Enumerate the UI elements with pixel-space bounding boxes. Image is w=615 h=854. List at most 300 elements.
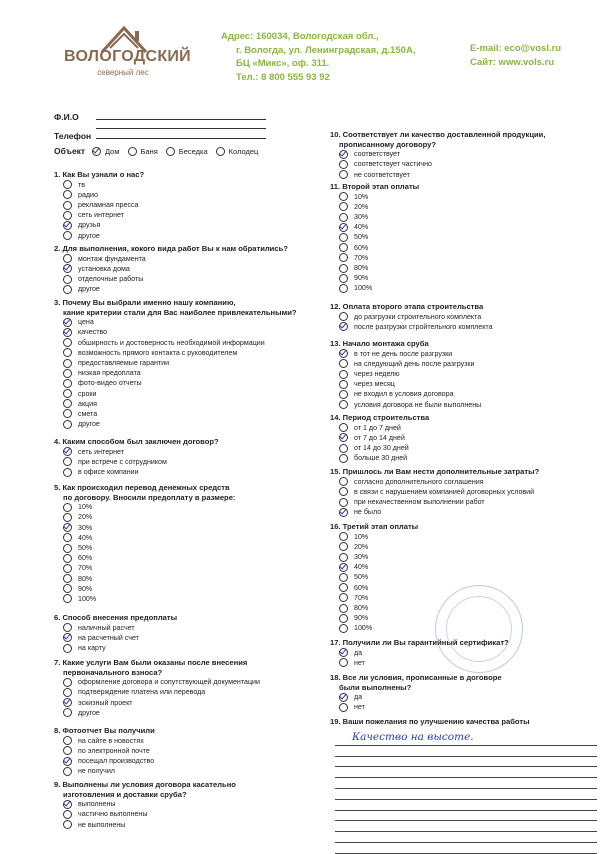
answer-label: другое (78, 420, 100, 429)
answer-label: 90% (78, 584, 93, 593)
answer-option[interactable] (54, 563, 235, 573)
radio-icon[interactable] (339, 274, 348, 283)
answer-option[interactable] (54, 594, 235, 604)
answer-option[interactable] (330, 603, 418, 613)
radio-icon[interactable] (63, 221, 72, 230)
answer-option[interactable] (54, 220, 144, 230)
email-line: E-mail: eco@vosl.ru (470, 43, 562, 54)
answer-option[interactable] (330, 692, 502, 702)
question-title (54, 613, 177, 623)
question-title-text: 1. Как Вы узнали о нас? (54, 170, 145, 179)
radio-icon[interactable] (63, 574, 72, 583)
radio-icon[interactable] (63, 503, 72, 512)
answer-label: при некачественном выполнении работ (354, 498, 485, 507)
radio-icon[interactable] (339, 624, 348, 633)
radio-icon[interactable] (63, 810, 72, 819)
answer-option[interactable] (330, 312, 493, 322)
answer-option[interactable] (54, 543, 235, 553)
answer-option[interactable] (330, 400, 481, 410)
radio-icon[interactable] (339, 658, 348, 667)
answer-label: до разгрузки строительного комплекта (354, 312, 482, 321)
answer-option[interactable] (330, 389, 481, 399)
radio-icon[interactable] (63, 338, 72, 347)
object-option[interactable] (216, 147, 259, 156)
answer-option[interactable] (54, 523, 235, 533)
radio-icon[interactable] (63, 275, 72, 284)
answer-option[interactable] (330, 453, 429, 463)
radio-icon[interactable] (339, 213, 348, 222)
answer-option[interactable] (54, 399, 297, 409)
radio-icon[interactable] (63, 678, 72, 687)
answer-label: от 14 до 30 дней (354, 444, 409, 453)
answer-label: наличный расчет (78, 623, 135, 632)
answer-option[interactable] (54, 409, 297, 419)
answer-option[interactable] (330, 433, 429, 443)
radio-icon[interactable] (128, 147, 137, 156)
answer-label: низкая предоплата (78, 369, 141, 378)
radio-icon[interactable] (63, 420, 72, 429)
answer-option[interactable] (54, 746, 155, 756)
answer-label: 60% (354, 583, 369, 592)
question-title (330, 130, 545, 140)
question-1 (54, 170, 144, 241)
radio-icon[interactable] (339, 233, 348, 242)
question-title-text: 5. Как происходил перевод денежных средств (54, 483, 230, 492)
question-10 (330, 130, 545, 180)
company-subtitle: северный лес (97, 68, 149, 77)
radio-icon[interactable] (339, 170, 348, 179)
radio-icon[interactable] (63, 201, 72, 210)
answer-label: да (354, 693, 363, 702)
radio-icon[interactable] (63, 285, 72, 294)
answer-label: в тот не день после разгрузки (354, 349, 453, 358)
answer-option[interactable] (54, 284, 288, 294)
question-title-text: 14. Период строительства (330, 413, 430, 422)
question-title-text: 17. Получили ли Вы гарантийный сертификат? (330, 638, 509, 647)
answer-label: 70% (354, 253, 369, 262)
object-option[interactable] (128, 147, 158, 156)
answer-option[interactable] (54, 502, 235, 512)
radio-icon[interactable] (339, 400, 348, 409)
answer-label: 70% (354, 593, 369, 602)
radio-icon[interactable] (63, 544, 72, 553)
answer-option[interactable] (54, 687, 260, 697)
radio-icon[interactable] (63, 468, 72, 477)
answer-option[interactable] (330, 253, 419, 263)
question-title-text: по договору. Вносили предоплату в размере: (63, 492, 236, 502)
answer-label: монтаж фундамента (78, 254, 146, 263)
radio-icon[interactable] (339, 614, 348, 623)
answer-option[interactable] (54, 358, 297, 368)
answer-label: в офисе компании (78, 468, 139, 477)
answer-option[interactable] (54, 419, 297, 429)
answer-label: 10% (354, 532, 369, 541)
wishes-line[interactable] (335, 757, 597, 768)
answer-option[interactable] (54, 584, 235, 594)
object-label: Объект (54, 146, 86, 156)
radio-icon[interactable] (63, 348, 72, 357)
answer-option[interactable] (330, 263, 419, 273)
answer-label: на карту (78, 644, 106, 653)
radio-icon[interactable] (63, 644, 72, 653)
answer-label: 40% (354, 223, 369, 232)
radio-icon[interactable] (339, 563, 348, 572)
answer-option[interactable] (330, 202, 419, 212)
answer-label: посещал производство (78, 757, 155, 766)
answer-label: да (354, 648, 363, 657)
answer-option[interactable] (54, 180, 144, 190)
answer-option[interactable] (54, 820, 236, 830)
answer-option[interactable] (330, 273, 419, 283)
radio-icon[interactable] (339, 477, 348, 486)
radio-icon[interactable] (63, 584, 72, 593)
answer-option[interactable] (54, 368, 297, 378)
object-option[interactable] (92, 147, 120, 156)
radio-icon[interactable] (339, 359, 348, 368)
radio-icon[interactable] (63, 190, 72, 199)
wishes-line[interactable] (335, 843, 597, 854)
radio-icon[interactable] (63, 389, 72, 398)
answer-label: установка дома (78, 264, 130, 273)
answer-option[interactable] (54, 457, 219, 467)
answer-label: 100% (354, 284, 373, 293)
wishes-line[interactable] (335, 800, 597, 811)
answer-option[interactable] (330, 507, 539, 517)
answer-option[interactable] (54, 389, 297, 399)
answer-label: предоставляемые гарантии (78, 359, 170, 368)
answer-option[interactable] (330, 497, 539, 507)
answer-label: 80% (354, 264, 369, 272)
radio-icon[interactable] (63, 231, 72, 240)
answer-label: сеть интернет (78, 211, 124, 220)
answer-label: на сайте в новостях (78, 736, 144, 745)
question-title-text: 3. Почему Вы выбрали именно нашу компанию, (54, 298, 236, 307)
answer-label: 60% (354, 243, 369, 252)
question-5 (54, 483, 235, 604)
answer-option[interactable] (54, 574, 235, 584)
question-title-text: 10. Соответствует ли качество доставленной продукции, (330, 130, 546, 139)
answer-option[interactable] (330, 477, 539, 487)
answer-label: 20% (354, 542, 369, 551)
answer-option[interactable] (330, 170, 545, 180)
answer-option[interactable] (330, 542, 418, 552)
question-11 (330, 182, 419, 293)
radio-icon[interactable] (63, 328, 72, 337)
answer-label: 90% (354, 274, 369, 283)
question-8 (54, 726, 155, 776)
radio-icon[interactable] (166, 147, 175, 156)
answer-option[interactable] (330, 149, 545, 159)
question-title-text: 15. Пришлось ли Вам нести дополнительные затраты? (330, 467, 540, 476)
radio-icon[interactable] (339, 573, 348, 582)
address-line: Адрес: 160034, Вологодская обл., (221, 31, 379, 42)
radio-icon[interactable] (63, 369, 72, 378)
radio-icon[interactable] (63, 264, 72, 273)
question-title (54, 437, 219, 447)
answer-option[interactable] (54, 553, 235, 563)
answer-option[interactable] (54, 698, 260, 708)
fio-field-line-2[interactable] (96, 128, 266, 129)
answer-option[interactable] (54, 274, 288, 284)
phone-line: Тел.: 8 800 555 93 92 (236, 71, 330, 83)
question-16 (330, 522, 418, 633)
answer-label: фото-видео отчеты (78, 379, 142, 388)
answer-label: 90% (354, 614, 369, 623)
radio-icon[interactable] (339, 693, 348, 702)
answer-label: 20% (78, 513, 93, 522)
radio-icon[interactable] (63, 359, 72, 368)
company-address (221, 30, 415, 84)
answer-label: подтверждение платена или перевода (78, 688, 206, 697)
answer-option[interactable] (330, 159, 545, 169)
radio-icon[interactable] (339, 160, 348, 169)
answer-option[interactable] (54, 338, 297, 348)
wishes-lines[interactable] (325, 735, 597, 854)
answer-label: 50% (354, 233, 369, 242)
answer-option[interactable] (330, 583, 418, 593)
question-title (330, 467, 539, 477)
radio-icon[interactable] (339, 444, 348, 453)
address-line: БЦ «Микс», оф. 311. (236, 58, 330, 69)
radio-icon[interactable] (63, 800, 72, 809)
answer-label: на расчетный счет (78, 633, 139, 642)
answer-option[interactable] (330, 423, 429, 433)
answer-option[interactable] (54, 200, 144, 210)
radio-icon[interactable] (339, 264, 348, 273)
wishes-line[interactable] (335, 811, 597, 822)
radio-icon[interactable] (339, 390, 348, 399)
answer-label: больше 30 дней (354, 454, 408, 463)
answer-label: от 7 до 14 дней (354, 433, 405, 442)
answer-label: нет (354, 703, 365, 712)
question-title-text: изготовления и доставки сруба? (63, 789, 187, 799)
radio-icon[interactable] (339, 243, 348, 252)
radio-icon[interactable] (63, 554, 72, 563)
radio-icon[interactable] (339, 508, 348, 517)
fio-field[interactable] (96, 119, 266, 120)
radio-icon[interactable] (63, 736, 72, 745)
question-title (54, 790, 236, 800)
answer-label: 50% (78, 544, 93, 553)
radio-icon[interactable] (339, 648, 348, 657)
answer-label: акция (78, 399, 97, 408)
answer-option[interactable] (54, 327, 297, 337)
answer-option[interactable] (330, 222, 419, 232)
answer-option[interactable] (54, 348, 297, 358)
radio-icon[interactable] (339, 498, 348, 507)
wishes-line[interactable] (335, 746, 597, 757)
radio-icon[interactable] (63, 564, 72, 573)
question-19 (330, 717, 530, 727)
answer-option[interactable] (54, 254, 288, 264)
radio-icon[interactable] (63, 409, 72, 418)
answer-option[interactable] (330, 243, 419, 253)
radio-icon[interactable] (63, 633, 72, 642)
answer-option[interactable] (330, 593, 418, 603)
radio-icon[interactable] (339, 487, 348, 496)
answer-label: радио (78, 190, 98, 199)
radio-icon[interactable] (339, 380, 348, 389)
answer-label: 80% (78, 574, 93, 583)
answer-option[interactable] (54, 378, 297, 388)
radio-icon[interactable] (339, 202, 348, 211)
radio-icon[interactable] (339, 223, 348, 232)
radio-icon[interactable] (92, 147, 101, 156)
radio-icon[interactable] (63, 533, 72, 542)
wishes-line[interactable] (335, 767, 597, 778)
radio-icon[interactable] (339, 542, 348, 551)
radio-icon[interactable] (339, 604, 348, 613)
company-name: ВОЛОГОДСКИЙ (64, 48, 191, 65)
radio-icon[interactable] (339, 532, 348, 541)
radio-icon[interactable] (339, 349, 348, 358)
radio-icon[interactable] (339, 284, 348, 293)
answer-option[interactable] (330, 322, 493, 332)
object-options (92, 147, 266, 156)
address-line: г. Вологда, ул. Ленинградская, д.150А, (236, 44, 416, 56)
question-title (330, 413, 429, 423)
answer-option[interactable] (54, 677, 260, 687)
answer-option[interactable] (54, 766, 155, 776)
wishes-line[interactable] (335, 832, 597, 843)
radio-icon[interactable] (339, 553, 348, 562)
answer-label: после разгрузки стройтельного комплекта (354, 322, 493, 331)
answer-label: соответствует частично (354, 160, 432, 169)
question-title-text: 6. Способ внесения предоплаты (54, 613, 178, 622)
answer-option[interactable] (54, 317, 297, 327)
radio-icon[interactable] (63, 399, 72, 408)
answer-option[interactable] (330, 532, 418, 542)
question-title (54, 244, 288, 254)
answer-option[interactable] (330, 623, 418, 633)
radio-icon[interactable] (63, 447, 72, 456)
answer-option[interactable] (330, 702, 502, 712)
question-6 (54, 613, 177, 653)
phone-field[interactable] (96, 138, 266, 139)
answer-option[interactable] (330, 283, 419, 293)
answer-option[interactable] (330, 349, 481, 359)
radio-icon[interactable] (63, 767, 72, 776)
radio-icon[interactable] (339, 583, 348, 592)
question-title (330, 522, 418, 532)
radio-icon[interactable] (63, 379, 72, 388)
radio-icon[interactable] (63, 698, 72, 707)
answer-option[interactable] (330, 562, 418, 572)
answer-option[interactable] (54, 633, 177, 643)
answer-option[interactable] (54, 512, 235, 522)
radio-icon[interactable] (63, 757, 72, 766)
answer-option[interactable] (54, 533, 235, 543)
answer-option[interactable] (54, 756, 155, 766)
answer-option[interactable] (54, 467, 219, 477)
radio-icon[interactable] (63, 708, 72, 717)
answer-option[interactable] (330, 379, 481, 389)
radio-icon[interactable] (339, 150, 348, 159)
question-9 (54, 780, 236, 830)
question-title (54, 658, 260, 668)
answer-label: качество (78, 328, 108, 337)
radio-icon[interactable] (63, 180, 72, 189)
answer-option[interactable] (330, 487, 539, 497)
question-title (54, 308, 297, 318)
question-15 (330, 467, 539, 517)
fio-label: Ф.И.О (54, 112, 79, 122)
question-title-text: 11. Второй этап оплаты (330, 182, 420, 191)
answer-label: 50% (354, 573, 369, 582)
radio-icon[interactable] (63, 523, 72, 532)
question-title (330, 673, 502, 683)
answer-label: отделочные работы (78, 275, 144, 284)
answer-label: эскизный проект (78, 698, 133, 707)
answer-option[interactable] (330, 443, 429, 453)
answer-label: тв (78, 180, 86, 189)
radio-icon[interactable] (339, 593, 348, 602)
answer-option[interactable] (54, 447, 219, 457)
radio-icon[interactable] (339, 322, 348, 331)
radio-icon[interactable] (339, 454, 348, 463)
question-title (330, 683, 502, 693)
question-title (330, 339, 481, 349)
answer-option[interactable] (54, 799, 236, 809)
answer-option[interactable] (54, 809, 236, 819)
object-option-label: Дом (105, 146, 120, 156)
answer-option[interactable] (54, 623, 177, 633)
wishes-line[interactable] (335, 778, 597, 789)
radio-icon[interactable] (63, 746, 72, 755)
answer-option[interactable] (330, 613, 418, 623)
answer-label: 20% (354, 202, 369, 211)
answer-option[interactable] (54, 643, 177, 653)
answer-option[interactable] (54, 190, 144, 200)
answer-option[interactable] (330, 572, 418, 582)
answer-option[interactable] (54, 231, 144, 241)
answer-option[interactable] (330, 192, 419, 202)
question-14 (330, 413, 429, 463)
answer-label: согласно дополнительного соглашения (354, 477, 484, 486)
answer-option[interactable] (330, 369, 481, 379)
question-title-text: 16. Третий этап оплаты (330, 522, 419, 531)
answer-label: при встрече с сотрудником (78, 457, 167, 466)
radio-icon[interactable] (63, 457, 72, 466)
answer-option[interactable] (330, 232, 419, 242)
answer-label: 10% (78, 503, 93, 512)
radio-icon[interactable] (339, 433, 348, 442)
answer-option[interactable] (330, 359, 481, 369)
wishes-line[interactable] (335, 821, 597, 832)
radio-icon[interactable] (339, 703, 348, 712)
wishes-line[interactable] (335, 789, 597, 800)
answer-option[interactable] (54, 708, 260, 718)
question-7 (54, 658, 260, 718)
radio-icon[interactable] (63, 820, 72, 829)
object-option[interactable] (166, 147, 208, 156)
answer-label: 100% (354, 624, 373, 633)
question-2 (54, 244, 288, 294)
answer-label: 10% (354, 192, 369, 201)
answer-label: 80% (354, 604, 369, 612)
answer-option[interactable] (54, 264, 288, 274)
answer-label: 30% (354, 213, 369, 222)
radio-icon[interactable] (216, 147, 225, 156)
question-13 (330, 339, 481, 410)
radio-icon[interactable] (63, 594, 72, 603)
answer-option[interactable] (54, 736, 155, 746)
answer-label: 60% (78, 554, 93, 563)
question-title (330, 182, 419, 192)
radio-icon[interactable] (339, 192, 348, 201)
radio-icon[interactable] (339, 253, 348, 262)
radio-icon[interactable] (339, 370, 348, 379)
